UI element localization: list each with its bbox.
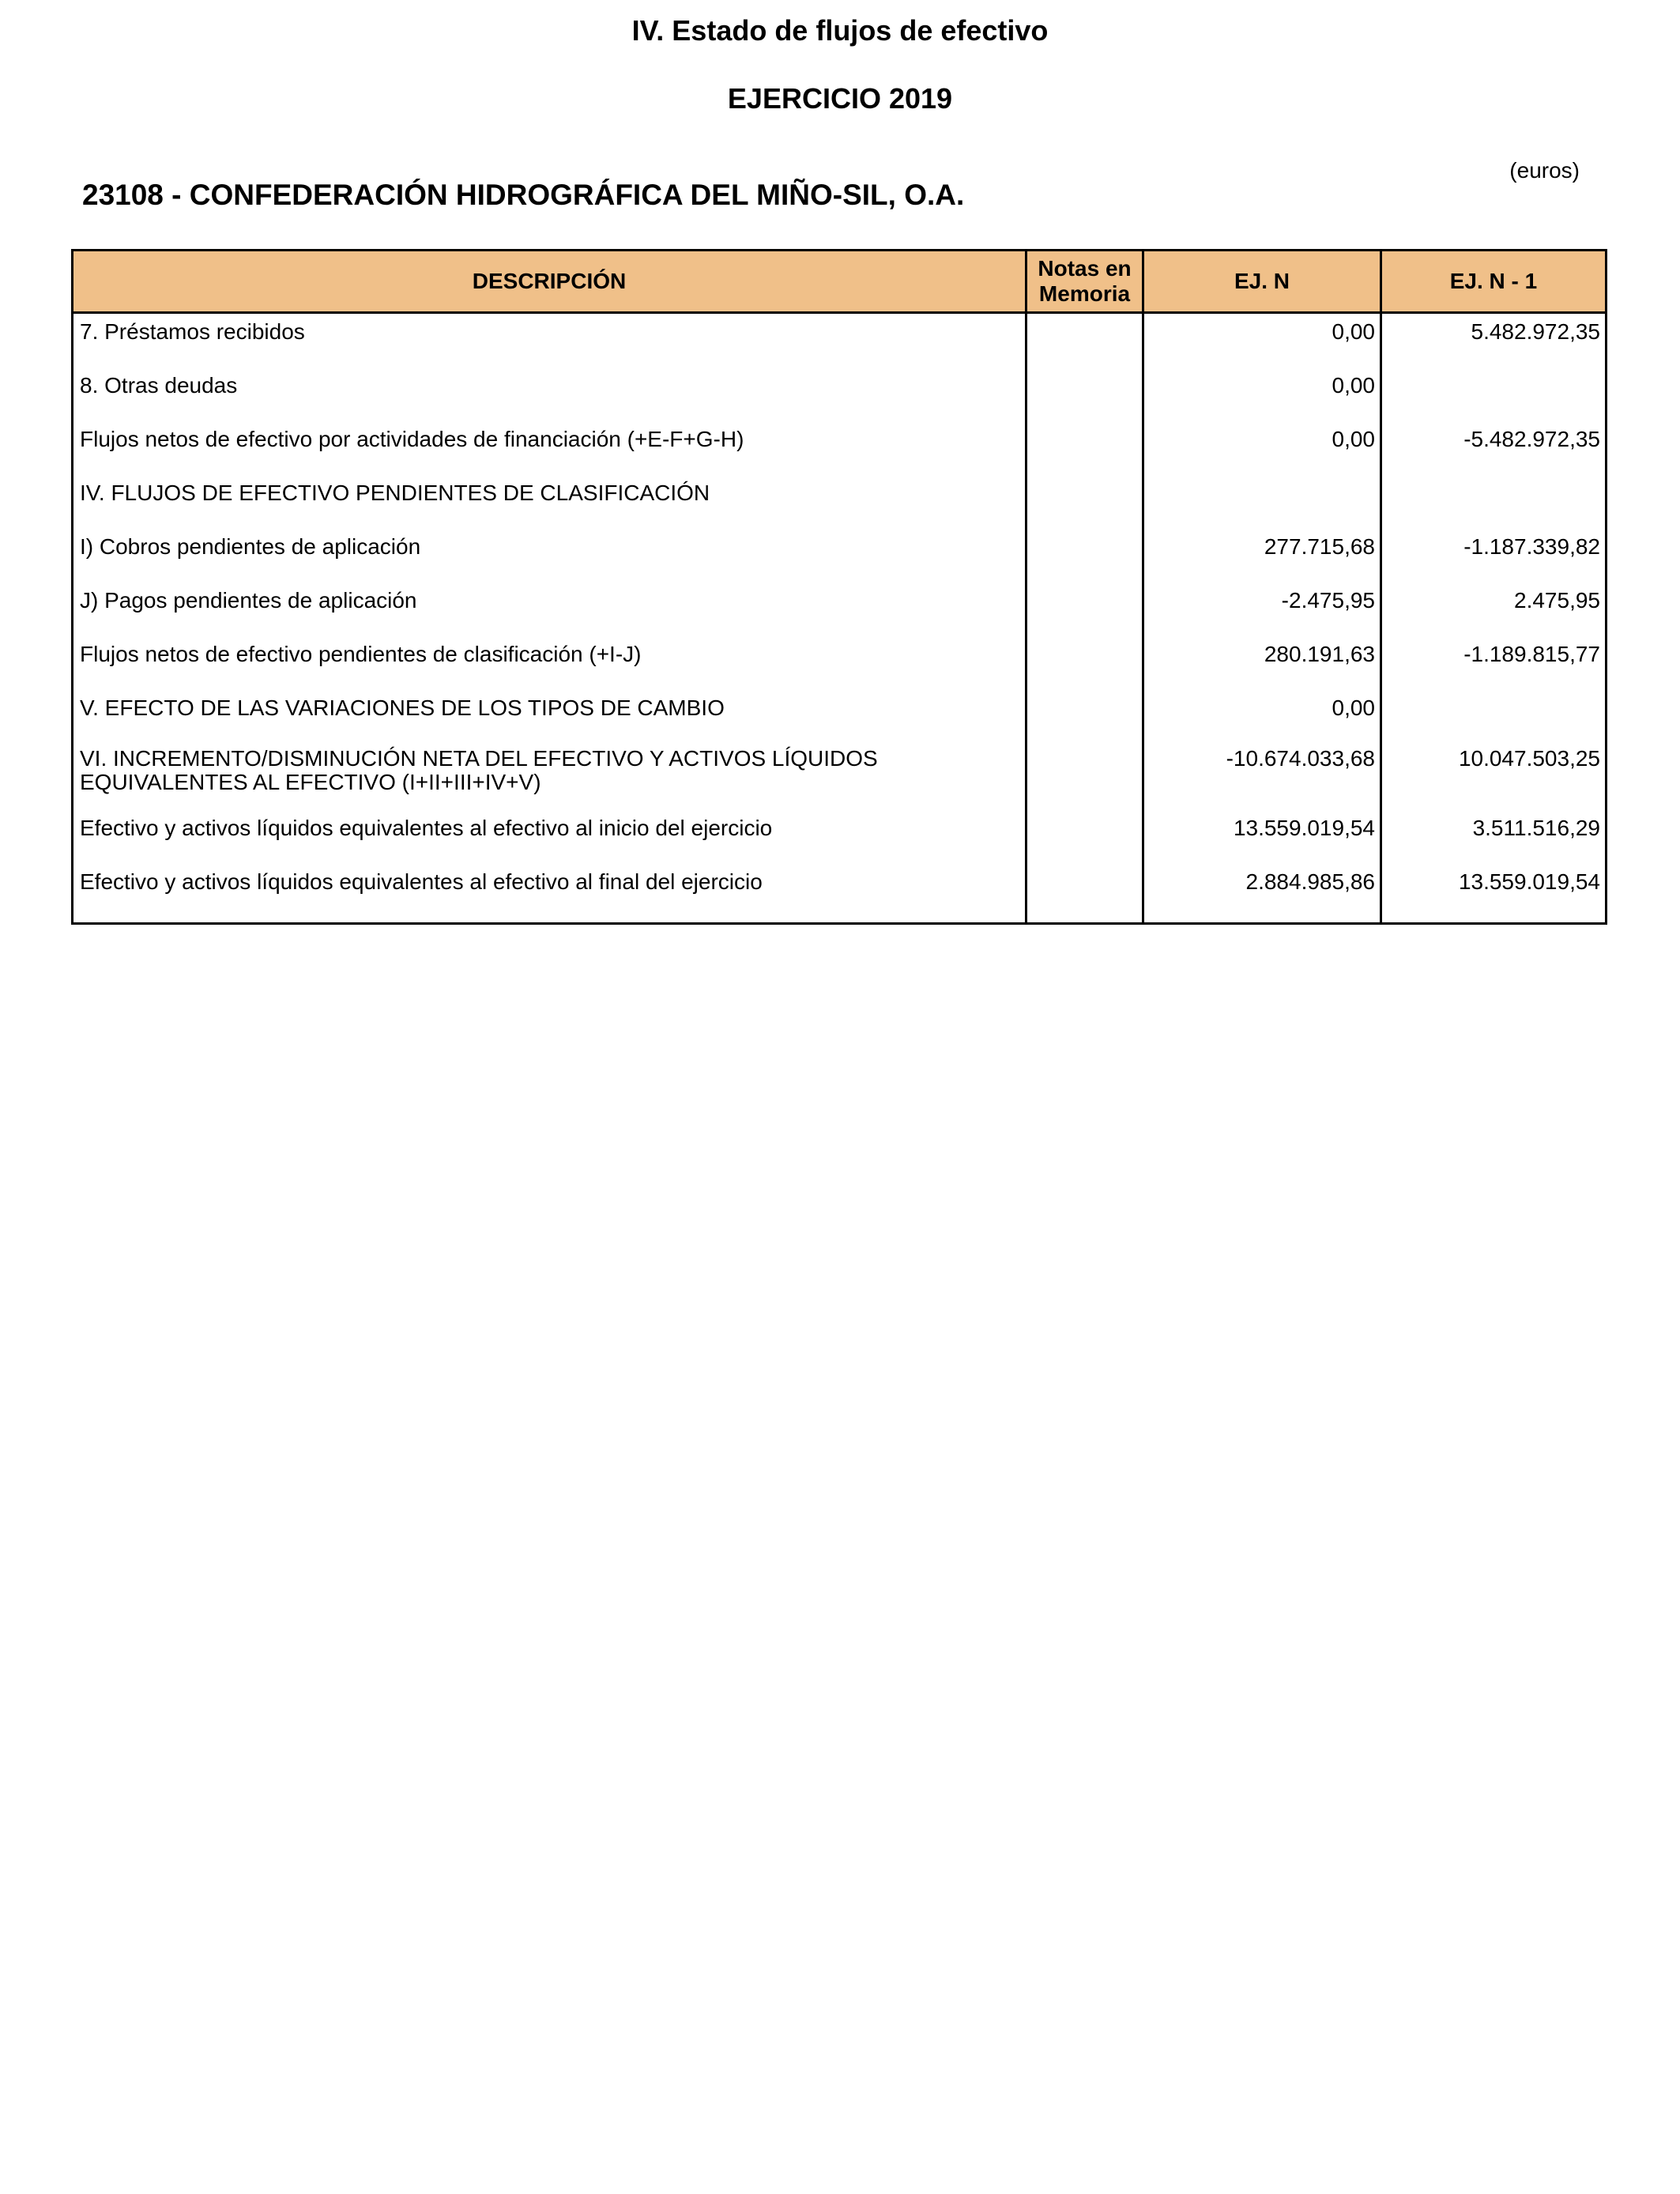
row-description: 8. Otras deudas	[73, 368, 1026, 421]
table-row	[73, 529, 1607, 582]
table-row	[73, 744, 1607, 810]
table-row	[73, 313, 1607, 368]
row-value-n	[1143, 475, 1381, 529]
row-value-n1: -1.189.815,77	[1381, 636, 1607, 690]
row-notes	[1026, 529, 1143, 582]
row-description: V. EFECTO DE LAS VARIACIONES DE LOS TIPOS DE CAMBIO	[73, 690, 1026, 744]
header-description: DESCRIPCIÓN	[73, 251, 1026, 313]
row-notes	[1026, 864, 1143, 924]
row-notes	[1026, 744, 1143, 810]
row-description: I) Cobros pendientes de aplicación	[73, 529, 1026, 582]
table-row	[73, 421, 1607, 475]
row-description	[73, 744, 1026, 810]
row-value-n1: -1.187.339,82	[1381, 529, 1607, 582]
header-notes	[1026, 251, 1143, 313]
row-value-n1: 13.559.019,54	[1381, 864, 1607, 924]
table-row	[73, 690, 1607, 744]
row-description: J) Pagos pendientes de aplicación	[73, 582, 1026, 636]
entity-name: 23108 - CONFEDERACIÓN HIDROGRÁFICA DEL MIÑO-SIL, O.A.	[82, 179, 965, 211]
row-notes	[1026, 421, 1143, 475]
row-description: Flujos netos de efectivo por actividades de financiación (+E-F+G-H)	[73, 421, 1026, 475]
row-value-n: 277.715,68	[1143, 529, 1381, 582]
row-notes	[1026, 582, 1143, 636]
currency-units-label: (euros)	[1509, 158, 1580, 183]
row-notes	[1026, 636, 1143, 690]
row-value-n: 280.191,63	[1143, 636, 1381, 690]
cash-flow-table	[71, 249, 1607, 925]
row-value-n: -10.674.033,68	[1143, 744, 1381, 810]
row-description: IV. FLUJOS DE EFECTIVO PENDIENTES DE CLASIFICACIÓN	[73, 475, 1026, 529]
row-description-line1: VI. INCREMENTO/DISMINUCIÓN NETA DEL EFECTIVO Y ACTIVOS LÍQUIDOS	[80, 746, 878, 771]
row-value-n: 0,00	[1143, 313, 1381, 368]
row-description: Efectivo y activos líquidos equivalentes al efectivo al inicio del ejercicio	[73, 810, 1026, 864]
row-value-n1: 3.511.516,29	[1381, 810, 1607, 864]
table-header-row	[73, 251, 1607, 313]
row-notes	[1026, 690, 1143, 744]
header-year-n: EJ. N	[1143, 251, 1381, 313]
table-row	[73, 864, 1607, 924]
row-value-n: 2.884.985,86	[1143, 864, 1381, 924]
row-description-line2: EQUIVALENTES AL EFECTIVO (I+II+III+IV+V)	[80, 770, 541, 794]
row-value-n: 0,00	[1143, 368, 1381, 421]
row-value-n: 0,00	[1143, 421, 1381, 475]
table-row	[73, 368, 1607, 421]
row-value-n1	[1381, 475, 1607, 529]
row-value-n1	[1381, 368, 1607, 421]
header-year-n1: EJ. N - 1	[1381, 251, 1607, 313]
row-value-n1: 2.475,95	[1381, 582, 1607, 636]
row-value-n: 0,00	[1143, 690, 1381, 744]
row-value-n: 13.559.019,54	[1143, 810, 1381, 864]
table-row	[73, 475, 1607, 529]
header-notes-line1: Notas en	[1038, 256, 1132, 281]
row-notes	[1026, 475, 1143, 529]
table-row	[73, 636, 1607, 690]
row-value-n1: -5.482.972,35	[1381, 421, 1607, 475]
fiscal-year-heading: EJERCICIO 2019	[727, 82, 953, 115]
table-row	[73, 582, 1607, 636]
row-description: Flujos netos de efectivo pendientes de clasificación (+I-J)	[73, 636, 1026, 690]
row-value-n1: 10.047.503,25	[1381, 744, 1607, 810]
header-notes-line2: Memoria	[1038, 281, 1131, 306]
table-row	[73, 810, 1607, 864]
row-description: Efectivo y activos líquidos equivalentes al efectivo al final del ejercicio	[73, 864, 1026, 924]
row-notes	[1026, 810, 1143, 864]
row-notes	[1026, 368, 1143, 421]
row-notes	[1026, 313, 1143, 368]
row-value-n: -2.475,95	[1143, 582, 1381, 636]
page-title: IV. Estado de flujos de efectivo	[631, 14, 1049, 47]
row-value-n1: 5.482.972,35	[1381, 313, 1607, 368]
row-description: 7. Préstamos recibidos	[73, 313, 1026, 368]
row-value-n1	[1381, 690, 1607, 744]
